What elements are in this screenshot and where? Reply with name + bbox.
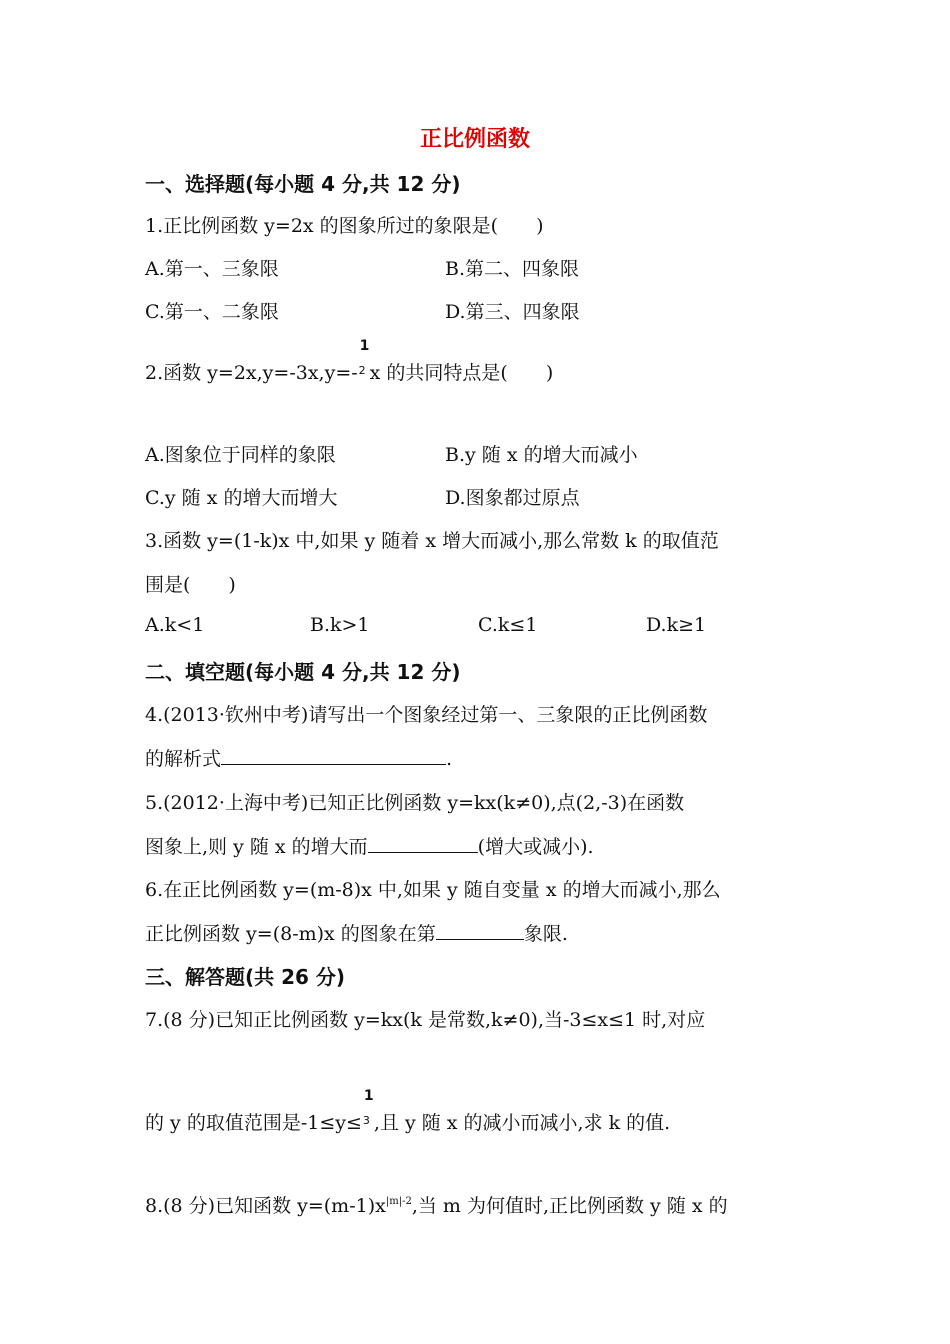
q5-answer-blank[interactable] — [368, 834, 478, 853]
q6-line2 — [145, 919, 568, 946]
q3-line2: 围是( ) — [145, 574, 236, 596]
q3-option-d: D.k≥1 — [646, 614, 707, 636]
q2-fraction — [358, 338, 370, 379]
q2-option-d: D.图象都过原点 — [445, 487, 580, 509]
page-title: 正比例函数 — [419, 127, 530, 152]
q7-fraction-numerator: 1 — [363, 1088, 374, 1104]
q1-stem: 1.正比例函数 y=2x 的图象所过的象限是( ) — [145, 215, 544, 237]
q5-line2-post: (增大或减小). — [477, 836, 594, 858]
q3-option-a: A.k<1 — [145, 614, 205, 636]
q3-option-b: B.k>1 — [310, 614, 370, 636]
q6-line1: 6.在正比例函数 y=(m-8)x 中,如果 y 随自变量 x 的增大而减小,那么 — [145, 879, 721, 901]
q8-line1-pre: 8.(8 分)已知函数 y=(m-1)x — [145, 1195, 386, 1217]
q8-line1-post: ,当 m 为何值时,正比例函数 y 随 x 的 — [411, 1195, 728, 1217]
q1-option-d: D.第三、四象限 — [445, 301, 580, 323]
q6-line2-post: 象限. — [523, 923, 568, 945]
q3-line1: 3.函数 y=(1-k)x 中,如果 y 随着 x 增大而减小,那么常数 k 的取值范 — [145, 530, 719, 552]
section-heading-choice: 一、选择题(每小题 4 分,共 12 分) — [145, 172, 461, 196]
section-heading-solve: 三、解答题(共 26 分) — [145, 965, 346, 989]
q5-line2-pre: 图象上,则 y 随 x 的增大而 — [145, 836, 368, 858]
q2-stem-post: x 的共同特点是( ) — [369, 362, 554, 384]
q2-fraction-denominator: 2 — [358, 364, 366, 377]
q7-line2-post: ,且 y 随 x 的减小而减小,求 k 的值. — [373, 1112, 671, 1134]
q2-option-b: B.y 随 x 的增大而减小 — [445, 444, 638, 466]
q7-line2 — [145, 1088, 671, 1135]
q8-exponent: |m|-2 — [385, 1196, 412, 1207]
q3-option-c: C.k≤1 — [478, 614, 538, 636]
q1-option-b: B.第二、四象限 — [445, 258, 580, 280]
q7-fraction-denominator: 3 — [362, 1114, 370, 1127]
q1-option-a: A.第一、三象限 — [145, 258, 279, 280]
q8-line1 — [145, 1191, 728, 1218]
q2-option-c: C.y 随 x 的增大而增大 — [145, 487, 338, 509]
q7-fraction — [362, 1088, 374, 1129]
q2-fraction-numerator: 1 — [359, 338, 370, 354]
q6-line2-pre: 正比例函数 y=(8-m)x 的图象在第 — [145, 923, 436, 945]
q2-stem — [145, 338, 554, 385]
q4-line1: 4.(2013·钦州中考)请写出一个图象经过第一、三象限的正比例函数 — [145, 704, 708, 726]
q5-line2 — [145, 832, 594, 859]
q4-line2 — [145, 744, 452, 771]
q4-answer-blank[interactable] — [221, 746, 446, 765]
q1-option-c: C.第一、二象限 — [145, 301, 279, 323]
q2-option-a: A.图象位于同样的象限 — [145, 444, 336, 466]
q6-answer-blank[interactable] — [436, 921, 524, 940]
q4-line2-post: . — [446, 748, 453, 770]
q7-line1: 7.(8 分)已知正比例函数 y=kx(k 是常数,k≠0),当-3≤x≤1 时,对应 — [145, 1009, 706, 1031]
q5-line1: 5.(2012·上海中考)已知正比例函数 y=kx(k≠0),点(2,-3)在函数 — [145, 792, 685, 814]
q2-stem-pre: 2.函数 y=2x,y=-3x,y=- — [145, 362, 358, 384]
q4-line2-pre: 的解析式 — [145, 748, 222, 770]
q7-line2-pre: 的 y 的取值范围是-1≤y≤ — [145, 1112, 362, 1134]
section-heading-fill: 二、填空题(每小题 4 分,共 12 分) — [145, 660, 461, 684]
